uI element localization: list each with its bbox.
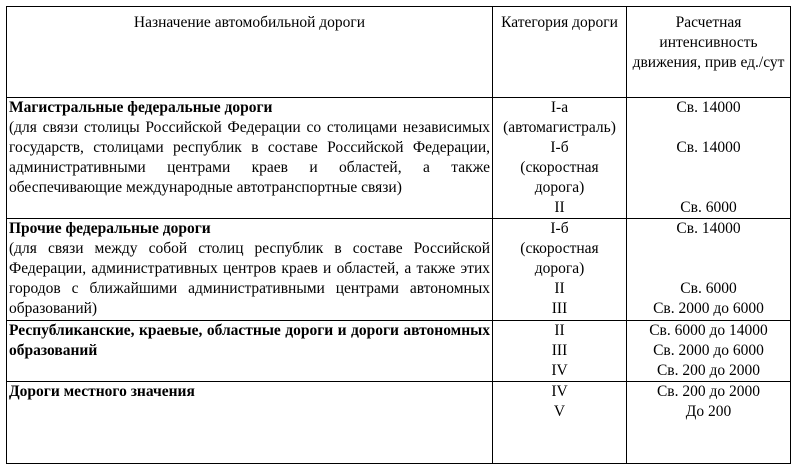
category-value: III [551,342,568,359]
intensity-value: Св. 200 до 2000 [656,383,761,400]
road-type-title: Магистральные федеральные дороги [9,99,273,116]
intensity-cell [627,219,791,321]
intensity-cell [627,382,791,464]
category-value: I-б [550,139,569,156]
category-value: IV [551,362,568,379]
intensity-value: Св. 14000 [676,220,741,237]
category-cell [493,382,627,464]
category-value: I-б [550,220,569,237]
table-row [7,382,791,464]
road-purpose-cell [7,382,493,464]
category-value: II [554,199,565,216]
intensity-value: Св. 2000 до 6000 [653,342,764,359]
intensity-value: Св. 14000 [676,99,741,116]
category-cell [493,219,627,321]
road-type-title: Республиканские, краевые, областные дороги и дороги автономных образований [9,322,490,359]
road-type-title: Дороги местного значения [9,383,195,400]
intensity-value: Св. 6000 до 14000 [649,322,768,339]
table-row [7,98,791,219]
category-cell [493,321,627,382]
road-purpose-cell [7,321,493,382]
intensity-value: Св. 6000 [680,280,737,297]
intensity-value: Св. 2000 до 6000 [653,300,764,317]
intensity-value: Св. 6000 [680,199,737,216]
table-header-row [7,7,791,98]
category-cell [493,98,627,219]
intensity-cell [627,98,791,219]
header-purpose: Назначение автомобильной дороги [7,7,493,98]
intensity-cell [627,321,791,382]
intensity-value: Св. 14000 [676,139,741,156]
category-value: II [554,322,565,339]
table-row [7,321,791,382]
category-value: I-а [550,99,569,116]
category-value: IV [551,383,568,400]
road-purpose-cell [7,219,493,321]
table-row [7,219,791,321]
category-value: (автомагистраль) [503,119,616,136]
road-type-description: (для связи между собой столиц республик в составе Российской Федерации, административных центров краев и областей, а также этих городов с ближайшими административными центрами автономных образований) [9,240,490,317]
category-value: (скоростная [520,240,599,257]
intensity-value: До 200 [685,403,732,420]
category-value: V [553,403,566,420]
road-type-title: Прочие федеральные дороги [9,220,211,237]
category-value: III [551,300,568,317]
intensity-value: Св. 200 до 2000 [656,362,761,379]
category-value: (скоростная [520,159,599,176]
category-value: II [554,280,565,297]
road-purpose-cell [7,98,493,219]
category-value: дорога) [534,260,585,277]
header-category: Категория дороги [493,7,627,98]
road-type-description: (для связи столицы Российской Федерации со столицами независимых государств, столицами республик в составе Российской Федерации, административными центрами краев и областей, а также обеспечивающие международные автотранспортные связи) [9,119,490,196]
header-intensity: Расчетная интенсивность движения, прив ед./сут [627,7,791,98]
category-value: дорога) [534,179,585,196]
road-classification-table [6,6,791,464]
